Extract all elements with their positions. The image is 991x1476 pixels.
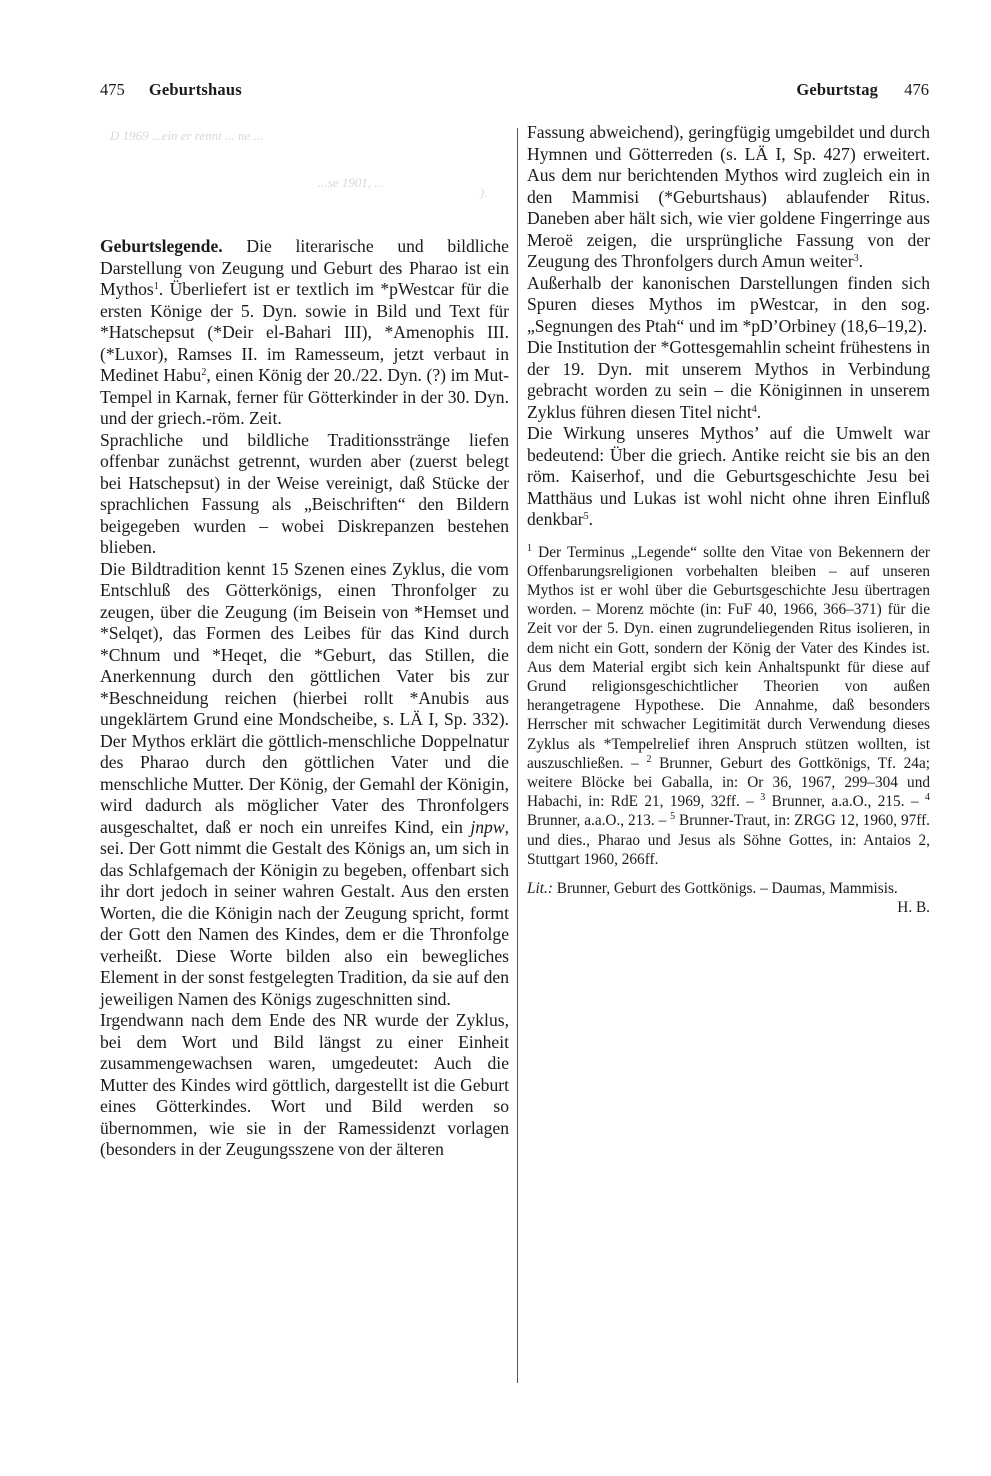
header-right: [796, 80, 929, 100]
footnote-ref-3: 3: [853, 253, 859, 264]
left-page-number: 475: [100, 80, 125, 99]
paragraph-5: Fassung abweichend), geringfügig umgebildet und durch Hymnen und Götterreden (s. LÄ I, Sp. 427) erweitert. Aus dem nur berichtenden Mythos wird zugleich ein in den Mammisi (*Geburtshaus) ablaufender Ritus. Daneben aber hält sich, wie vier goldene Fingerringe aus Meroë zeigen, die ursprüngliche Fassung von der Zeugung des Thronfolgers durch Amun weiter$^3$.: [527, 122, 930, 271]
paragraph-7: Die Institution der *Gottesgemahlin scheint frühestens in der 19. Dyn. mit unserem Mythos in Verbindung gebracht worden zu sein – die Königinnen in unserem Zyklus führen diesen Titel nicht$^4$.: [527, 337, 930, 422]
faded-remnant-line-2: ...se 1901, ...: [318, 175, 385, 190]
page-header: [0, 80, 991, 104]
column-divider: [517, 128, 518, 1383]
left-running-title: Geburtshaus: [148, 80, 242, 99]
paragraph-1: Geburtslegende. Die literarische und bildliche Darstellung von Zeugung und Geburt des Pharao ist ein Mythos$^1$. Überliefert ist er textlich im *pWestcar für die ersten Könige der 5. Dyn. sowie in Bild und Text für *Hatschepsut (*Deir el-Bahari III), *Amenophis III. (*Luxor), Ramses II. im Ramesseum, jetzt verbaut in Medinet Habu$^2$, einen König der 20./22. Dyn. (?) im Mut-Tempel in Karnak, ferner für Götterkinder in der 30. Dyn. und der griech.-röm. Zeit.: [100, 236, 510, 428]
literature-label: Lit.:: [527, 879, 553, 897]
footnote-ref-5: 5: [583, 511, 589, 522]
right-page-number: 476: [904, 80, 929, 99]
paragraph-3: Die Bildtradition kennt 15 Szenen eines Zyklus, die vom Entschluß des Götterkönigs, einen Thronfolger zu zeugen, über die Zeugung (im Beisein von *Hemset und *Selqet), das Formen des Leibes für das Kind durch *Chnum und *Heqet, die *Geburt, das Stillen, die Anerkennung durch den göttlichen Vater bis zur *Beschneidung reichen (hierbei rollt *Anubis aus ungeklärtem Grund eine Mondscheibe, s. LÄ I, Sp. 332). Der Mythos erklärt die göttlich-menschliche Doppelnatur des Pharao durch den göttlichen Vater und die menschliche Mutter. Der König, der Gemahl der Königin, wird dadurch als möglicher Vater des Thronfolgers ausgeschaltet, daß er noch ein unreifes Kind, ein jnpw, sei. Der Gott nimmt die Gestalt des Königs an, um sich in das Schlafgemach der Königin zu begeben, offenbart sich ihr dort jedoch in seiner wahren Gestalt. Aus den ersten Worten, die die Königin nach der Zeugung spricht, formt der Gott den Namen des Kindes, dem er die Thronfolge verheißt. Diese Worte bilden also ein bewegliches Element in der sonst festgelegten Tradition, da sie auf den jeweiligen Namen des Königs zugeschnitten sind.: [100, 558, 509, 1009]
paragraph-2: Sprachliche und bildliche Traditionsstränge liefen offenbar zunächst getrennt, wurden aber (zuerst belegt bei Hatschepsut) in der Weise vereinigt, daß Stücke der sprachlichen Fassung als „Beischriften“ den Bildern beigegeben wurden – wobei Diskrepanzen bestehen blieben.: [100, 429, 509, 557]
paragraph-8: Die Wirkung unseres Mythos’ auf die Umwelt war bedeutend: Über die griech. Antike reicht sie bis an den röm. Kaiserhof, und die Geburtsgeschichte Jesu bei Matthäus und Lukas ist wohl nicht ohne ihren Einfluß denkbar$^5$.: [527, 423, 930, 529]
footnote-ref-1: 1: [153, 281, 159, 292]
author-signature: H. B.: [897, 899, 930, 917]
footnote-block: $^1$ Der Terminus „Legende“ sollte den Vitae von Bekennern der Offenbarungsreligionen vorbehalten bleiben – auf unseren Mythos ist er wohl über die Geburtsgeschichte Jesu übertragen worden. – Morenz möchte (in: FuF 40, 1966, 366–371) für die Zeit vor der 5. Dyn. einen zugrundeliegenden Ritus isolieren, in dem nicht ein Gott, sondern der König der Vater des Kindes ist. Aus dem Material ergibt sich kein Anhaltspunkt für diese auf Grund religionsgeschichtlicher Theorien von außen herangetragene Hypothese. Die Annahme, daß besonders Herrscher mit schwacher Legitimität durch Verwendung dieses Zyklus als *Tempelrelief ihren Anspruch stützen wollten, ist auszuschließen. – $^2$ Brunner, Geburt des Gottkönigs, Tf. 24a; weitere Blöcke bei Gaballa, in: Or 36, 1967, 299–304 und Habachi, in: RdE 21, 1969, 32ff. – $^3$ Brunner, a.a.O., 215. – $^4$ Brunner, a.a.O., 213. – $^5$ Brunner-Traut, in: ZRGG 12, 1960, 97ff. und dies., Pharao und Jesus als Söhne Gottes, in: Antaios 2, Stuttgart 1960, 266ff.: [527, 542, 930, 868]
footnote-ref-2: 2: [201, 367, 207, 378]
paragraph-6: Außerhalb der kanonischen Darstellungen finden sich Spuren dieses Mythos im pWestcar, in den sog. „Segnungen des Ptah“ und im *pD’Orbiney (18,6–19,2).: [527, 272, 930, 336]
faded-remnant-line-3: ).: [480, 185, 488, 200]
literature: Lit.: Brunner, Geburt des Gottkönigs. – Daumas, Mammisis. H. B.: [527, 879, 930, 917]
right-column: [527, 122, 930, 917]
left-column: [100, 122, 509, 1161]
paragraph-4: Irgendwann nach dem Ende des NR wurde der Zyklus, bei dem Wort und Bild längst zu einer Einheit zusammengewachsen waren, umgedeutet: Auch die Mutter des Kindes wird göttlich, dargestellt ist die Geburt eines Götterkindes. Wort und Bild werden so übernommen, wie sie in der Ramessidenzt vorlagen (besonders in der Zeugungsszene von der älteren: [100, 1010, 509, 1159]
footnotes: [527, 542, 930, 917]
faded-remnant-line-1: D 1969 ...ein er rennt ... ne ...: [110, 128, 264, 143]
right-running-title: Geburtstag: [796, 80, 879, 99]
header-left: [100, 80, 242, 100]
footnote-ref-4: 4: [751, 403, 757, 415]
lemma-heading: Geburtslegende.: [100, 236, 223, 256]
egyptian-term: jnpw: [470, 816, 505, 837]
